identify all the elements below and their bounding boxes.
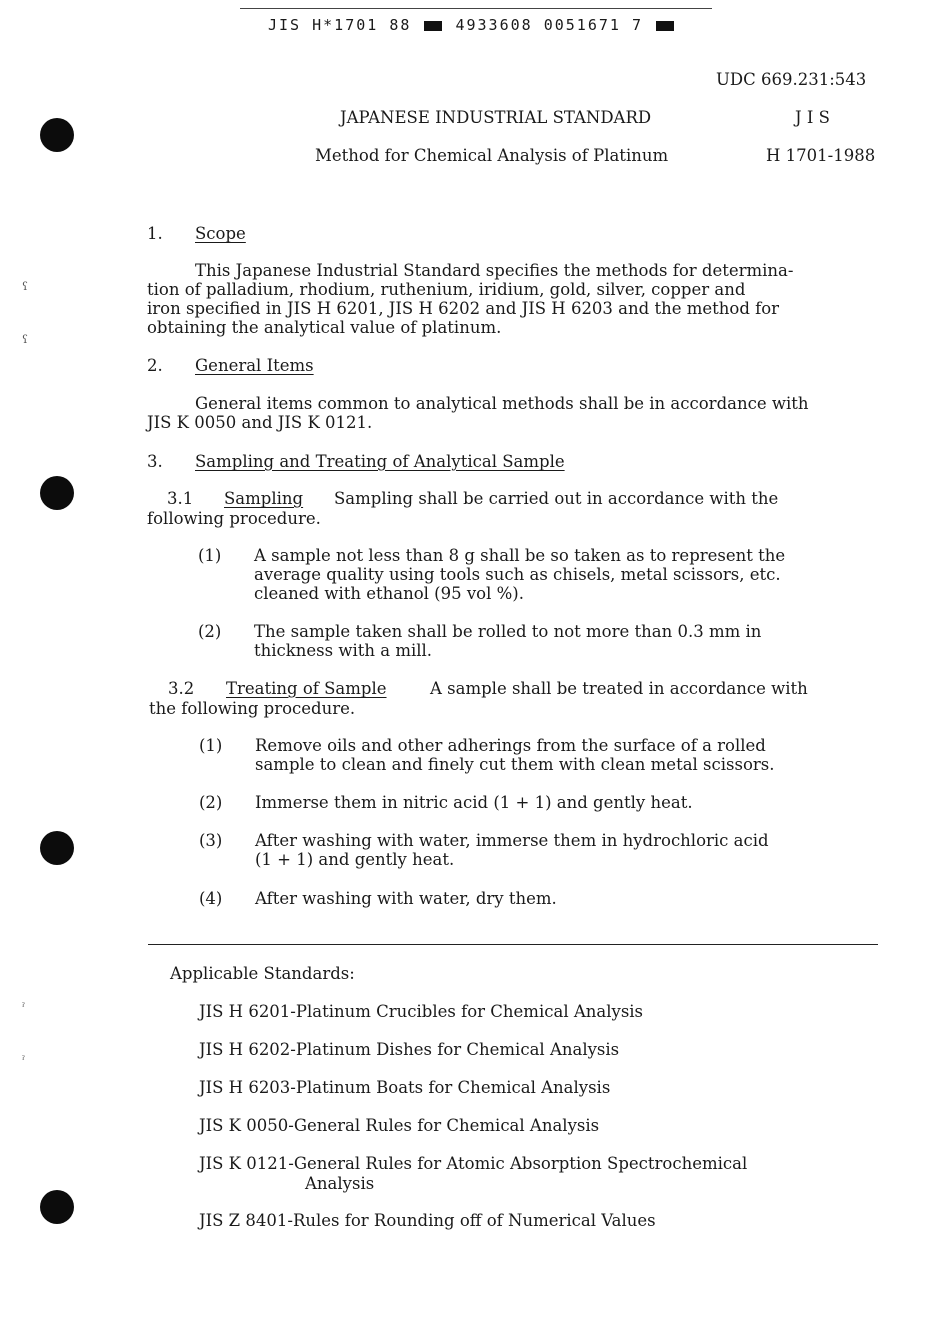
punch-hole <box>40 1190 74 1224</box>
clause-3-2-text-line1: A sample shall be treated in accordance with <box>430 679 808 698</box>
applicable-standards-title: Applicable Standards: <box>170 964 355 983</box>
treating-item-3-number: (3) <box>199 831 223 850</box>
section-1-number: 1. <box>147 224 163 243</box>
section-3-number: 3. <box>147 452 163 471</box>
treating-item-2-number: (2) <box>199 793 223 812</box>
clause-3-2-heading: Treating of Sample <box>226 679 387 698</box>
sampling-item-2-number: (2) <box>198 622 222 641</box>
footnote-divider <box>148 944 878 945</box>
applicable-standard-item: JIS K 0050-General Rules for Chemical Analysis <box>199 1116 600 1135</box>
section-1-text: This Japanese Industrial Standard specifies the methods for determina- tion of palladium, rhodium, ruthenium, iridium, gold, silver, copper and iron specified in JIS H 6201, JIS H 6202 and JIS H 6203 and the method for obtaining the analytical value of platinum. <box>147 261 794 337</box>
clause-3-2-number: 3.2 <box>168 679 195 698</box>
header-code-part1: JIS H*1701 88 <box>268 16 412 34</box>
standard-title: JAPANESE INDUSTRIAL STANDARD <box>340 108 652 127</box>
treating-item-4-text: After washing with water, dry them. <box>255 889 557 908</box>
document-number: H 1701-1988 <box>766 146 876 165</box>
clause-3-1-text-line2: following procedure. <box>147 509 321 528</box>
scan-speck: ˀ <box>22 1054 26 1067</box>
treating-item-2-text: Immerse them in nitric acid (1 + 1) and gently heat. <box>255 793 693 812</box>
top-border-line <box>240 8 712 9</box>
section-3-heading: Sampling and Treating of Analytical Sample <box>195 452 565 471</box>
treating-item-3-text: After washing with water, immerse them in hydrochloric acid (1 + 1) and gently heat. <box>255 831 769 869</box>
punch-hole <box>40 831 74 865</box>
applicable-standard-item: JIS K 0121-General Rules for Atomic Absorption Spectrochemical <box>199 1154 748 1173</box>
treating-item-1-number: (1) <box>199 736 223 755</box>
treating-item-4-number: (4) <box>199 889 223 908</box>
punch-hole <box>40 476 74 510</box>
section-1-heading: Scope <box>195 224 246 243</box>
scan-speck: ʕ <box>22 280 28 293</box>
sampling-item-1-number: (1) <box>198 546 222 565</box>
clause-3-2-text-line2: the following procedure. <box>149 699 356 718</box>
clause-3-1-text-line1: Sampling shall be carried out in accordance with the <box>334 489 779 508</box>
sampling-item-2-text: The sample taken shall be rolled to not more than 0.3 mm in thickness with a mill. <box>254 622 762 660</box>
header-code-part2: 4933608 0051671 7 <box>455 16 643 34</box>
jis-mark: J I S <box>795 108 830 127</box>
section-2-number: 2. <box>147 356 163 375</box>
applicable-standard-item: JIS H 6203-Platinum Boats for Chemical Analysis <box>199 1078 611 1097</box>
applicable-standard-item: JIS Z 8401-Rules for Rounding off of Numerical Values <box>199 1211 656 1230</box>
applicable-standard-item-continuation: Analysis <box>305 1174 375 1193</box>
document-title: Method for Chemical Analysis of Platinum <box>315 146 669 165</box>
clause-3-1-number: 3.1 <box>167 489 194 508</box>
section-1-paragraph <box>147 261 877 337</box>
udc-code: UDC 669.231:543 <box>716 70 867 89</box>
section-2-paragraph <box>147 394 877 432</box>
section-2-heading: General Items <box>195 356 314 375</box>
applicable-standard-item: JIS H 6201-Platinum Crucibles for Chemical Analysis <box>199 1002 644 1021</box>
redaction-block <box>424 21 442 31</box>
section-2-text: General items common to analytical methods shall be in accordance with JIS K 0050 and JIS K 0121. <box>147 394 809 432</box>
scan-speck: ʕ <box>22 333 28 346</box>
treating-item-1-text: Remove oils and other adherings from the surface of a rolled sample to clean and finely cut them with clean metal scissors. <box>255 736 775 774</box>
sampling-item-1-text: A sample not less than 8 g shall be so taken as to represent the average quality using tools such as chisels, metal scissors, etc. cleaned with ethanol (95 vol %). <box>254 546 786 603</box>
header-code <box>268 16 676 34</box>
clause-3-1-heading: Sampling <box>224 489 304 508</box>
punch-hole <box>40 118 74 152</box>
redaction-block <box>656 21 674 31</box>
applicable-standard-item: JIS H 6202-Platinum Dishes for Chemical Analysis <box>199 1040 620 1059</box>
scan-speck: ˀ <box>22 1001 26 1014</box>
